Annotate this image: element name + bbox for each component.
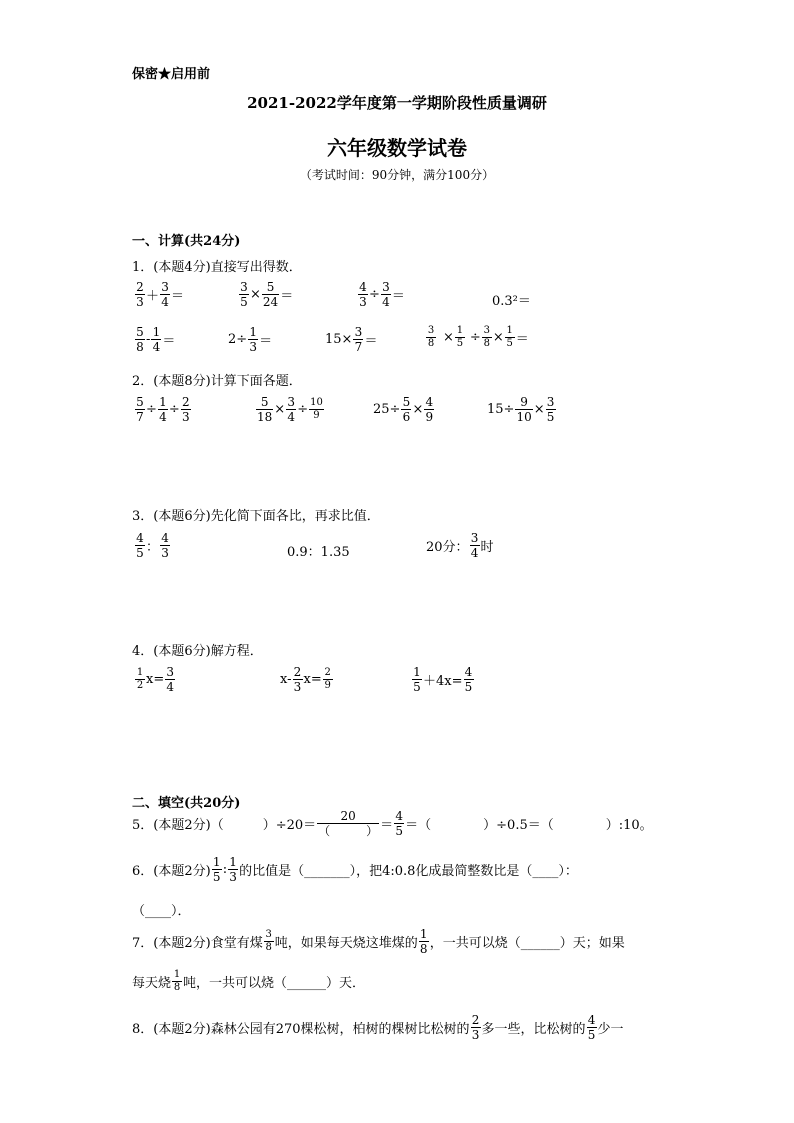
math-text: ＝ [515,332,529,347]
numerator: 5 [136,395,144,409]
numerator: 1 [413,665,421,679]
question-prefix: 8．(本题2分) [132,1022,211,1037]
fraction [401,396,411,423]
numerator: 5 [262,281,279,295]
numerator: 1 [419,927,428,941]
denominator: 3 [181,410,190,424]
math-text: - [146,332,151,347]
math-text: × [492,330,504,345]
numerator: 1 [249,325,257,339]
denominator: 5 [546,410,555,424]
denominator: 8 [427,338,435,349]
denominator: 5 [456,338,464,349]
fraction [353,326,363,353]
numerator: 20 [317,810,379,824]
math-text: × [533,402,545,417]
numerator: 5 [402,395,411,409]
question-6-continued: （____）． [132,904,191,919]
numerator: 1 [173,969,181,980]
denominator: 7 [136,410,144,424]
math-text: ÷ [469,330,481,345]
fraction [323,668,333,691]
fraction [309,398,324,421]
math-text: ＝（ ）÷0.5＝（ ）:10。 [405,818,653,833]
fraction [381,281,391,308]
fraction [172,970,182,993]
fraction [419,928,429,955]
math-text: 每天烧 [132,976,172,991]
q4-item-b [280,666,334,693]
page-title: 六年级数学试卷 [327,136,467,160]
section-title-calculation: 一、计算(共24分) [132,234,241,249]
fraction [165,666,175,693]
fraction [587,1014,597,1041]
numerator: 4 [395,809,403,823]
question-6 [132,856,578,883]
numerator: 10 [310,397,323,408]
fraction [135,532,145,559]
numerator: 2 [324,667,331,678]
math-text: 食堂有煤 [210,936,263,951]
numerator: 4 [587,1013,596,1027]
math-text: ÷ [297,402,309,417]
fraction [470,532,480,559]
numerator: 3 [546,395,555,409]
numerator: 1 [229,855,237,869]
numerator: 3 [427,325,435,336]
denominator: 9 [425,410,434,424]
math-text: ＝ [171,289,185,304]
fraction [135,668,145,691]
fraction [317,810,379,837]
denominator: 3 [293,680,302,694]
denominator: 8 [136,340,144,354]
question-2 [132,370,302,389]
math-text: 吨，如果每天烧这堆煤的 [274,936,418,951]
numerator: 2 [181,395,190,409]
question-text: 解方程． [210,644,263,659]
q1-item-d: 0.3²＝ [492,294,531,309]
denominator: 24 [262,295,279,309]
fraction [212,856,222,883]
denominator: 5 [212,870,221,884]
fraction [394,810,404,837]
denominator: 9 [313,410,320,421]
fraction [239,281,249,308]
numerator: 1 [212,855,221,869]
denominator: 3 [249,340,257,354]
numerator: 4 [136,531,144,545]
math-text: ＝ [380,818,394,833]
denominator: 8 [265,942,272,953]
denominator: 5 [240,295,248,309]
denominator: 7 [354,340,363,354]
math-text: 的比值是（_______），把4:0.8化成最简整数比是（____）： [239,864,578,879]
math-text: : [222,862,228,877]
math-text: × [250,287,261,302]
numerator: 1 [456,325,464,336]
denominator: 5 [395,824,403,838]
question-prefix: 5．(本题2分) [132,818,211,833]
question-1 [132,256,302,275]
numerator: 4 [161,531,169,545]
q4-item-a [134,666,176,693]
fraction [228,856,238,883]
numerator: 5 [136,325,144,339]
fraction [135,326,145,353]
numerator: 4 [359,280,367,294]
math-text: × [412,402,424,417]
math-text: ＝ [364,334,378,349]
fraction [293,666,303,693]
math-text: ÷ [369,287,380,302]
question-prefix: 7．(本题2分) [132,936,211,951]
math-text: 15× [325,332,353,347]
numerator: 1 [506,325,513,336]
fraction [160,281,170,308]
question-7 [132,928,625,955]
math-text: ： [146,540,160,555]
q2-item-c [373,396,435,423]
fraction [515,396,532,423]
q1-item-g [325,326,377,353]
fraction [546,396,556,423]
math-text: ＝ [162,334,176,349]
numerator: 9 [515,396,532,410]
denominator: 4 [470,546,479,560]
denominator: 5 [464,680,473,694]
q1-item-h [425,326,529,349]
fraction [248,326,258,353]
denominator: 8 [483,338,490,349]
q1-item-c [357,281,405,308]
question-text: 直接写出得数． [210,260,302,275]
numerator: 2 [293,665,302,679]
math-text: ＋ [146,289,160,304]
denominator: 5 [136,546,144,560]
question-7-continued [132,970,365,993]
math-text: （ ）÷20＝ [210,818,317,833]
math-text: 2÷ [228,332,248,347]
numerator: 3 [354,325,363,339]
denominator: 10 [516,410,532,424]
q2-item-d [487,396,557,423]
denominator: 5 [506,338,513,349]
question-3 [132,505,380,524]
question-5 [132,810,653,837]
question-text: 计算下面各题． [210,374,302,389]
math-text: 25÷ [373,402,401,417]
fraction [464,666,474,693]
exam-name: 2021-2022学年度第一学期阶段性质量调研 [247,94,547,112]
fraction [256,396,273,423]
numerator: 1 [152,325,161,339]
numerator: 2 [136,280,144,294]
numerator: 3 [240,280,248,294]
section-title-fill-blanks: 二、填空(共20分) [132,796,241,811]
denominator: 18 [257,410,273,424]
question-prefix: 3．(本题6分) [132,509,211,524]
denominator: 5 [587,1028,596,1042]
question-prefix: 6．(本题2分) [132,864,211,879]
denominator: 3 [229,870,237,884]
denominator: 6 [402,410,411,424]
q2-item-b [255,396,325,423]
math-text: ÷ [168,402,180,417]
denominator: 4 [382,295,390,309]
math-text: × [274,402,286,417]
math-text: × [443,330,454,345]
fraction [286,396,296,423]
numerator: 4 [464,665,473,679]
numerator: 3 [483,325,490,336]
fraction [455,326,465,349]
question-prefix: 2．(本题8分) [132,374,211,389]
math-text: ，一共可以烧（______）天；如果 [429,936,625,951]
fraction [424,396,434,423]
q2-item-a [134,396,192,423]
fraction [158,396,168,423]
question-4 [132,640,263,659]
q1-item-a [134,281,184,308]
denominator: 9 [324,680,331,691]
math-text: 森林公园有270棵松树，柏树的棵树比松树的 [210,1022,470,1037]
denominator: 4 [152,340,161,354]
denominator: 3 [471,1028,480,1042]
math-text: ÷ [146,402,157,417]
numerator: 3 [166,665,175,679]
numerator: 3 [287,395,295,409]
denominator: 4 [166,680,175,694]
math-text: x= [303,672,322,687]
math-text: 时 [480,540,494,555]
math-text: ＋4x= [423,674,463,689]
math-text: ＝ [391,289,405,304]
fraction [160,532,170,559]
numerator: 1 [159,395,167,409]
q4-item-c [411,666,475,693]
fraction [264,930,274,953]
fraction [135,281,145,308]
math-text: 多一些，比松树的 [481,1022,586,1037]
math-text: x= [146,672,165,687]
question-text: 先化简下面各比，再求比值． [210,509,380,524]
math-text: 20分： [426,540,469,555]
fraction [151,326,161,353]
numerator: 1 [136,667,144,678]
q1-item-f [228,326,272,353]
q3-item-c [426,532,494,559]
numerator: 2 [471,1013,480,1027]
question-prefix: 1．(本题4分) [132,260,211,275]
numerator: 3 [265,929,272,940]
denominator: （ ） [318,824,379,838]
fraction [412,666,422,693]
fraction [262,281,279,308]
denominator: 3 [136,295,144,309]
q1-item-b [238,281,293,308]
exam-time-note: （考试时间：90分钟，满分100分） [299,168,495,182]
denominator: 5 [413,680,421,694]
fraction [482,326,492,349]
q3-item-b: 0.9：1.35 [287,545,350,560]
denominator: 4 [161,295,169,309]
numerator: 4 [425,395,434,409]
fraction [181,396,191,423]
denominator: 4 [287,410,295,424]
fraction [426,326,436,349]
numerator: 5 [256,396,273,410]
question-prefix: 4．(本题6分) [132,644,211,659]
q1-item-e [134,326,175,353]
denominator: 3 [161,546,169,560]
denominator: 8 [173,982,181,993]
numerator: 3 [161,280,169,294]
math-text: 少一 [597,1022,624,1037]
numerator: 3 [470,531,479,545]
question-8 [132,1014,624,1041]
fraction [505,326,515,349]
math-text: ＝ [259,334,273,349]
fraction [135,396,145,423]
math-text: x- [280,672,292,687]
denominator: 4 [159,410,167,424]
fraction [471,1014,481,1041]
q3-item-a [134,532,171,559]
math-text: 吨，一共可以烧（______）天． [183,976,366,991]
fraction [358,281,368,308]
confidential-label: 保密★启用前 [132,67,211,82]
numerator: 3 [382,280,390,294]
denominator: 2 [136,680,144,691]
math-text: 15÷ [487,402,515,417]
denominator: 8 [419,942,428,956]
denominator: 3 [359,295,367,309]
math-text: ＝ [280,289,294,304]
